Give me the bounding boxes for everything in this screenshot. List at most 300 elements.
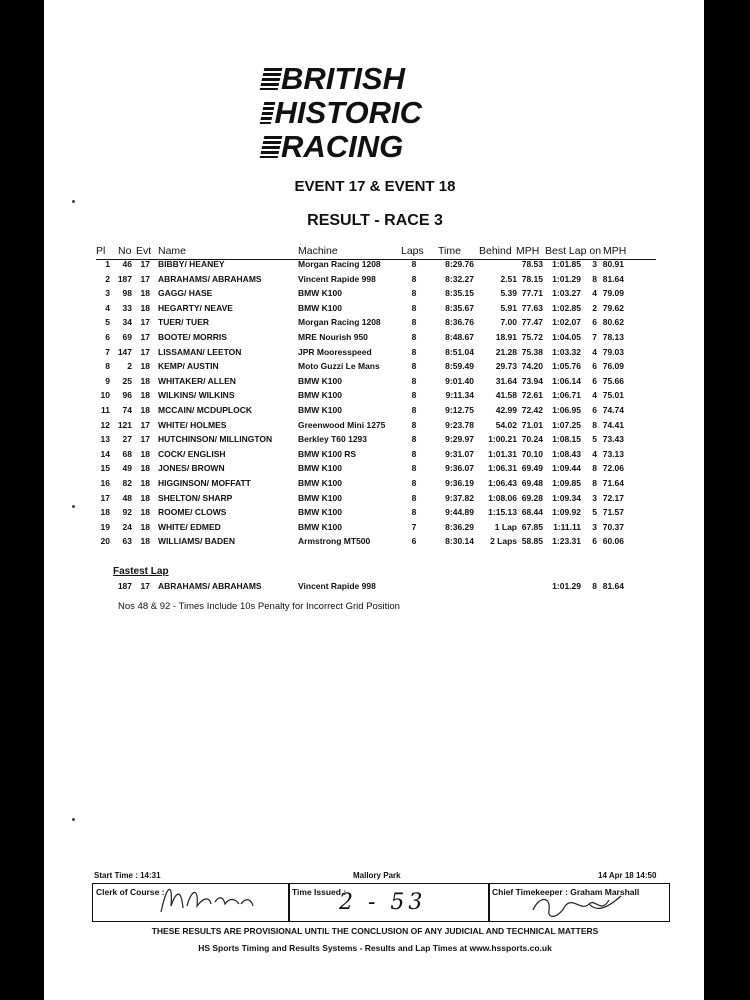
table-row: [96, 478, 656, 493]
cell-on: 6: [592, 361, 597, 372]
cell-no: 48: [122, 492, 132, 503]
cell-machine: BMW K100: [298, 302, 342, 313]
fastest-lap-row: [96, 581, 656, 595]
cell-mph: 72.42: [521, 404, 543, 415]
cell-time: 8:36.29: [445, 521, 474, 532]
cell-laps: 8: [411, 346, 417, 357]
cell-name: MCCAIN/ MCDUPLOCK: [158, 404, 252, 415]
cell-evt: 18: [140, 390, 150, 401]
cell-evt: 18: [140, 302, 150, 313]
cell-laps: 8: [411, 259, 417, 269]
cell-laps: 8: [411, 419, 417, 430]
cell-time: 8:36.76: [445, 317, 474, 328]
cell-pl: 15: [100, 463, 110, 474]
cell-mph2: 74.41: [602, 419, 624, 430]
cell-evt: 18: [140, 536, 150, 547]
fastest-lap-title: Fastest Lap: [113, 566, 169, 577]
cell-mph: 78.15: [521, 273, 543, 284]
logo-stripe-icon: [260, 136, 283, 158]
cell-mph2: 80.91: [602, 259, 624, 269]
cell-pl: 2: [105, 273, 110, 284]
cell-machine: Moto Guzzi Le Mans: [298, 361, 380, 372]
cell-no: 2: [127, 361, 132, 372]
col-pl: Pl: [96, 245, 106, 257]
cell-machine: Berkley T60 1293: [298, 434, 367, 445]
cell-no: 25: [122, 375, 132, 386]
cell-evt: 18: [140, 463, 150, 474]
cell-pl: 19: [100, 521, 110, 532]
cell-pl: 16: [100, 477, 110, 488]
cell-machine: BMW K100: [298, 288, 342, 299]
table-row: [96, 434, 656, 449]
cell-no: 69: [122, 331, 132, 342]
cell-evt: 17: [140, 273, 150, 284]
cell-pl: 11: [101, 404, 110, 415]
cell-best: 1:08.15: [552, 434, 581, 445]
cell-no: 46: [122, 259, 132, 269]
cell-pl: 9: [105, 375, 110, 386]
cell-on: 2: [592, 302, 597, 313]
cell-name: HIGGINSON/ MOFFATT: [158, 477, 251, 488]
cell-on: 4: [592, 346, 597, 357]
table-row: [96, 317, 656, 332]
cell-name: ABRAHAMS/ ABRAHAMS: [158, 273, 262, 284]
cell-name: ROOME/ CLOWS: [158, 507, 227, 518]
cell-on: 4: [592, 288, 597, 299]
col-mph: MPH: [516, 245, 540, 257]
cell-behind: 1:15.13: [488, 507, 517, 518]
cell-behind: 18.91: [495, 331, 517, 342]
cell-mph: 74.20: [521, 361, 543, 372]
cell-no: 96: [122, 390, 132, 401]
cell-mph: 70.24: [521, 434, 543, 445]
cell-mph: 69.28: [521, 492, 543, 503]
cell-mph: 77.47: [521, 317, 543, 328]
cell-mph2: 73.13: [602, 448, 624, 459]
cell-pl: 3: [105, 288, 110, 299]
cell-name: WILKINS/ WILKINS: [158, 390, 235, 401]
table-row: [96, 347, 656, 362]
cell-behind: 41.58: [495, 390, 517, 401]
cell-on: 4: [592, 390, 597, 401]
cell-on: 8: [592, 273, 597, 284]
cell-machine: Morgan Racing 1208: [298, 259, 381, 269]
cell-mph: 77.71: [521, 288, 543, 299]
cell-pl: 4: [105, 302, 110, 313]
cell-mph: 58.85: [521, 536, 543, 547]
cell-best: 1:23.31: [552, 536, 581, 547]
cell-machine: BMW K100: [298, 404, 342, 415]
cell-best: 1:01.29: [552, 273, 581, 284]
cell-on: 3: [592, 259, 597, 269]
cell-mph2: 75.66: [602, 375, 624, 386]
col-behind: Behind: [479, 245, 512, 257]
cell-mph: 71.01: [521, 419, 543, 430]
penalty-note: Nos 48 & 92 - Times Include 10s Penalty for Incorrect Grid Position: [118, 601, 400, 612]
cell-time: 9:11.34: [445, 390, 474, 401]
cell-time: 8:30.14: [445, 536, 474, 547]
cell-machine: MRE Nourish 950: [298, 331, 368, 342]
cell-mph2: 73.43: [602, 434, 624, 445]
cell-pl: 17: [100, 492, 110, 503]
cell-mph2: 79.62: [602, 302, 624, 313]
cell-evt: 18: [140, 477, 150, 488]
cell-mph: 70.10: [521, 448, 543, 459]
cell-time: 8:51.04: [445, 346, 474, 357]
cell-name: WHITE/ HOLMES: [158, 419, 227, 430]
cell-best: 1:02.85: [552, 302, 581, 313]
cell-time: 8:35.67: [445, 302, 474, 313]
logo-stripe-icon: [260, 102, 276, 124]
cell-behind: 5.91: [500, 302, 517, 313]
cell-on: 6: [592, 375, 597, 386]
cell-laps: 8: [411, 463, 417, 474]
col-evt: Evt: [136, 245, 152, 257]
table-row: [96, 259, 656, 274]
cell-mph: 69.49: [521, 463, 543, 474]
cell-best: 1:09.44: [552, 463, 581, 474]
cell-best: 1:06.95: [552, 404, 581, 415]
cell-evt: 18: [140, 375, 150, 386]
cell-machine: Greenwood Mini 1275: [298, 419, 386, 430]
cell-evt: 18: [140, 521, 150, 532]
cell-machine: BMW K100: [298, 463, 342, 474]
table-row: [96, 303, 656, 318]
fastest-lap-evt: 17: [140, 581, 150, 591]
cell-on: 6: [592, 317, 597, 328]
cell-pl: 12: [100, 419, 110, 430]
cell-time: 8:35.15: [445, 288, 474, 299]
cell-on: 4: [592, 448, 597, 459]
cell-machine: BMW K100: [298, 521, 342, 532]
fastest-lap-on: 8: [592, 581, 597, 591]
col-time: Time: [438, 245, 461, 257]
col-no: No: [118, 245, 132, 257]
clerk-label: Clerk of Course :: [96, 887, 165, 897]
cell-machine: JPR Mooresspeed: [298, 346, 372, 357]
scan-dot: [72, 505, 75, 508]
cell-name: WILLIAMS/ BADEN: [158, 536, 235, 547]
table-row: [96, 390, 656, 405]
result-title: RESULT - RACE 3: [307, 212, 443, 229]
cell-pl: 13: [100, 434, 110, 445]
fastest-lap-no: 187: [117, 581, 132, 591]
logo-stripe-icon: [260, 68, 283, 90]
cell-machine: Morgan Racing 1208: [298, 317, 381, 328]
cell-laps: 8: [411, 492, 417, 503]
cell-behind: 7.00: [500, 317, 517, 328]
cell-mph2: 72.06: [602, 463, 624, 474]
cell-best: 1:03.32: [552, 346, 581, 357]
cell-name: COCK/ ENGLISH: [158, 448, 226, 459]
table-header: [96, 245, 656, 260]
cell-no: 121: [117, 419, 132, 430]
cell-mph: 77.63: [521, 302, 543, 313]
table-row: [96, 449, 656, 464]
cell-evt: 18: [140, 507, 150, 518]
cell-laps: 8: [411, 317, 417, 328]
cell-behind: 31.64: [495, 375, 517, 386]
cell-mph2: 71.57: [602, 507, 624, 518]
cell-laps: 8: [411, 390, 417, 401]
cell-behind: 2 Laps: [490, 536, 517, 547]
cell-mph2: 74.74: [602, 404, 624, 415]
cell-evt: 17: [140, 434, 150, 445]
cell-time: 8:32.27: [445, 273, 474, 284]
table-row: [96, 522, 656, 537]
cell-laps: 8: [411, 331, 417, 342]
cell-machine: BMW K100: [298, 507, 342, 518]
timekeeper-signature-icon: [529, 892, 629, 922]
table-row: [96, 507, 656, 522]
table-row: [96, 274, 656, 289]
cell-no: 33: [122, 302, 132, 313]
cell-no: 34: [122, 317, 132, 328]
cell-mph: 73.94: [521, 375, 543, 386]
cell-behind: 5.39: [500, 288, 517, 299]
cell-evt: 17: [140, 259, 150, 269]
cell-no: 49: [122, 463, 132, 474]
cell-pl: 14: [100, 448, 110, 459]
hs-sports-line: HS Sports Timing and Results Systems - Results and Lap Times at www.hssports.co.uk: [198, 943, 552, 953]
scan-dot: [72, 818, 75, 821]
col-name: Name: [158, 245, 187, 257]
cell-mph2: 71.64: [602, 477, 624, 488]
cell-name: KEMP/ AUSTIN: [158, 361, 219, 372]
time-issued-label: Time Issued :: [292, 887, 347, 897]
cell-behind: 1:00.21: [488, 434, 517, 445]
table-row: [96, 463, 656, 478]
cell-best: 1:08.43: [552, 448, 581, 459]
cell-best: 1:11.11: [553, 521, 581, 532]
col-mph-best: MPH: [603, 245, 627, 257]
cell-on: 8: [592, 463, 597, 474]
cell-best: 1:01.85: [552, 259, 581, 269]
cell-laps: 8: [411, 434, 417, 445]
cell-on: 7: [592, 331, 597, 342]
cell-time: 9:01.40: [445, 375, 474, 386]
cell-laps: 8: [411, 507, 417, 518]
cell-behind: 1 Lap: [494, 521, 517, 532]
scan-dot: [72, 200, 75, 203]
cell-on: 6: [592, 536, 597, 547]
cell-name: BIBBY/ HEANEY: [158, 259, 225, 269]
cell-pl: 7: [105, 346, 110, 357]
cell-mph: 69.48: [521, 477, 543, 488]
cell-machine: BMW K100 RS: [298, 448, 357, 459]
clerk-signature-icon: [153, 876, 273, 916]
cell-behind: 29.73: [495, 361, 517, 372]
cell-on: 8: [592, 477, 597, 488]
table-row: [96, 332, 656, 347]
cell-laps: 8: [411, 477, 417, 488]
col-best-lap-on: Best Lap on: [545, 245, 602, 257]
cell-best: 1:09.85: [552, 477, 581, 488]
cell-no: 92: [122, 507, 132, 518]
cell-no: 187: [117, 273, 132, 284]
cell-no: 147: [117, 346, 132, 357]
cell-time: 9:36.07: [445, 463, 474, 474]
cell-no: 82: [122, 477, 132, 488]
cell-laps: 8: [411, 273, 417, 284]
cell-mph: 67.85: [521, 521, 543, 532]
results-table-body: [96, 259, 656, 551]
cell-laps: 8: [411, 404, 417, 415]
event-title: EVENT 17 & EVENT 18: [294, 178, 456, 195]
cell-name: WHITAKER/ ALLEN: [158, 375, 236, 386]
cell-laps: 7: [411, 521, 417, 532]
cell-name: BOOTE/ MORRIS: [158, 331, 227, 342]
venue: Mallory Park: [353, 871, 401, 880]
cell-mph: 72.61: [521, 390, 543, 401]
cell-behind: 54.02: [495, 419, 517, 430]
table-row: [96, 376, 656, 391]
cell-mph: 78.53: [521, 259, 543, 269]
cell-on: 6: [592, 404, 597, 415]
cell-no: 68: [122, 448, 132, 459]
british-historic-racing-logo: BRITISH HISTORIC RACING: [262, 62, 422, 164]
cell-mph2: 81.64: [602, 273, 624, 284]
cell-time: 9:12.75: [445, 404, 474, 415]
cell-name: HEGARTY/ NEAVE: [158, 302, 233, 313]
cell-mph2: 60.06: [602, 536, 624, 547]
cell-machine: Vincent Rapide 998: [298, 273, 376, 284]
chief-timekeeper-box: [488, 883, 670, 922]
provisional-notice: THESE RESULTS ARE PROVISIONAL UNTIL THE CONCLUSION OF ANY JUDICIAL AND TECHNICAL MATTERS: [151, 926, 599, 936]
cell-evt: 18: [140, 404, 150, 415]
time-issued-box: [288, 883, 490, 922]
cell-machine: BMW K100: [298, 477, 342, 488]
cell-no: 63: [122, 536, 132, 547]
table-row: [96, 420, 656, 435]
cell-on: 3: [592, 521, 597, 532]
fastest-lap-name: ABRAHAMS/ ABRAHAMS: [158, 581, 262, 591]
clerk-of-course-box: [92, 883, 290, 922]
cell-no: 27: [122, 434, 132, 445]
cell-mph: 68.44: [521, 507, 543, 518]
cell-evt: 17: [140, 317, 150, 328]
cell-evt: 17: [140, 331, 150, 342]
time-issued-value: 2 - 53: [339, 890, 427, 915]
cell-behind: 21.28: [495, 346, 517, 357]
cell-machine: BMW K100: [298, 492, 342, 503]
cell-behind: 1:06.31: [488, 463, 517, 474]
cell-time: 8:29.76: [445, 259, 474, 269]
cell-behind: 2.51: [500, 273, 517, 284]
cell-machine: BMW K100: [298, 390, 342, 401]
fastest-lap-mph: 81.64: [602, 581, 624, 591]
table-row: [96, 493, 656, 508]
cell-time: 9:44.89: [445, 507, 474, 518]
cell-name: TUER/ TUER: [158, 317, 209, 328]
table-row: [96, 361, 656, 376]
cell-mph2: 72.17: [602, 492, 624, 503]
cell-laps: 8: [411, 448, 417, 459]
cell-evt: 18: [140, 448, 150, 459]
cell-mph: 75.38: [521, 346, 543, 357]
cell-best: 1:02.07: [552, 317, 581, 328]
cell-time: 9:29.97: [445, 434, 474, 445]
cell-no: 74: [122, 404, 132, 415]
cell-name: GAGG/ HASE: [158, 288, 213, 299]
col-machine: Machine: [298, 245, 338, 257]
cell-name: JONES/ BROWN: [158, 463, 225, 474]
cell-no: 98: [122, 288, 132, 299]
cell-mph2: 70.37: [602, 521, 624, 532]
cell-laps: 6: [411, 536, 417, 547]
cell-mph2: 79.09: [602, 288, 624, 299]
cell-machine: Armstrong MT500: [298, 536, 371, 547]
cell-time: 8:48.67: [445, 331, 474, 342]
cell-evt: 17: [140, 346, 150, 357]
cell-machine: BMW K100: [298, 375, 342, 386]
cell-evt: 18: [140, 288, 150, 299]
cell-evt: 18: [140, 361, 150, 372]
cell-behind: 1:06.43: [488, 477, 517, 488]
cell-name: WHITE/ EDMED: [158, 521, 221, 532]
cell-pl: 1: [105, 259, 110, 269]
cell-mph2: 78.13: [602, 331, 624, 342]
chief-timekeeper-label: Chief Timekeeper : Graham Marshall: [492, 887, 640, 897]
cell-pl: 18: [100, 507, 110, 518]
cell-laps: 8: [411, 361, 417, 372]
cell-on: 3: [592, 492, 597, 503]
cell-time: 8:59.49: [445, 361, 474, 372]
cell-best: 1:04.05: [552, 331, 581, 342]
cell-best: 1:06.71: [552, 390, 581, 401]
fastest-lap-machine: Vincent Rapide 998: [298, 581, 376, 591]
cell-best: 1:03.27: [552, 288, 581, 299]
cell-mph2: 75.01: [602, 390, 624, 401]
cell-pl: 20: [100, 536, 110, 547]
cell-name: LISSAMAN/ LEETON: [158, 346, 242, 357]
cell-time: 9:37.82: [445, 492, 474, 503]
cell-best: 1:09.34: [552, 492, 581, 503]
cell-behind: 1:08.06: [488, 492, 517, 503]
fastest-lap-time: 1:01.29: [552, 581, 581, 591]
col-laps: Laps: [401, 245, 424, 257]
cell-time: 9:23.78: [445, 419, 474, 430]
cell-mph2: 79.03: [602, 346, 624, 357]
start-time: Start Time : 14:31: [94, 871, 161, 880]
cell-time: 9:36.19: [445, 477, 474, 488]
table-row: [96, 288, 656, 303]
cell-on: 5: [592, 434, 597, 445]
cell-on: 8: [592, 419, 597, 430]
cell-pl: 8: [105, 361, 110, 372]
cell-on: 5: [592, 507, 597, 518]
cell-pl: 10: [100, 390, 110, 401]
cell-evt: 17: [140, 419, 150, 430]
cell-time: 9:31.07: [445, 448, 474, 459]
cell-behind: 1:01.31: [488, 448, 517, 459]
cell-pl: 6: [105, 331, 110, 342]
cell-evt: 18: [140, 492, 150, 503]
cell-best: 1:05.76: [552, 361, 581, 372]
cell-mph: 75.72: [521, 331, 543, 342]
cell-mph2: 76.09: [602, 361, 624, 372]
cell-no: 24: [122, 521, 132, 532]
cell-pl: 5: [105, 317, 110, 328]
cell-laps: 8: [411, 375, 417, 386]
table-row: [96, 536, 656, 551]
cell-mph2: 80.62: [602, 317, 624, 328]
cell-laps: 8: [411, 288, 417, 299]
issued-datetime: 14 Apr 18 14:50: [598, 871, 657, 880]
cell-name: HUTCHINSON/ MILLINGTON: [158, 434, 273, 445]
cell-laps: 8: [411, 302, 417, 313]
cell-best: 1:07.25: [552, 419, 581, 430]
